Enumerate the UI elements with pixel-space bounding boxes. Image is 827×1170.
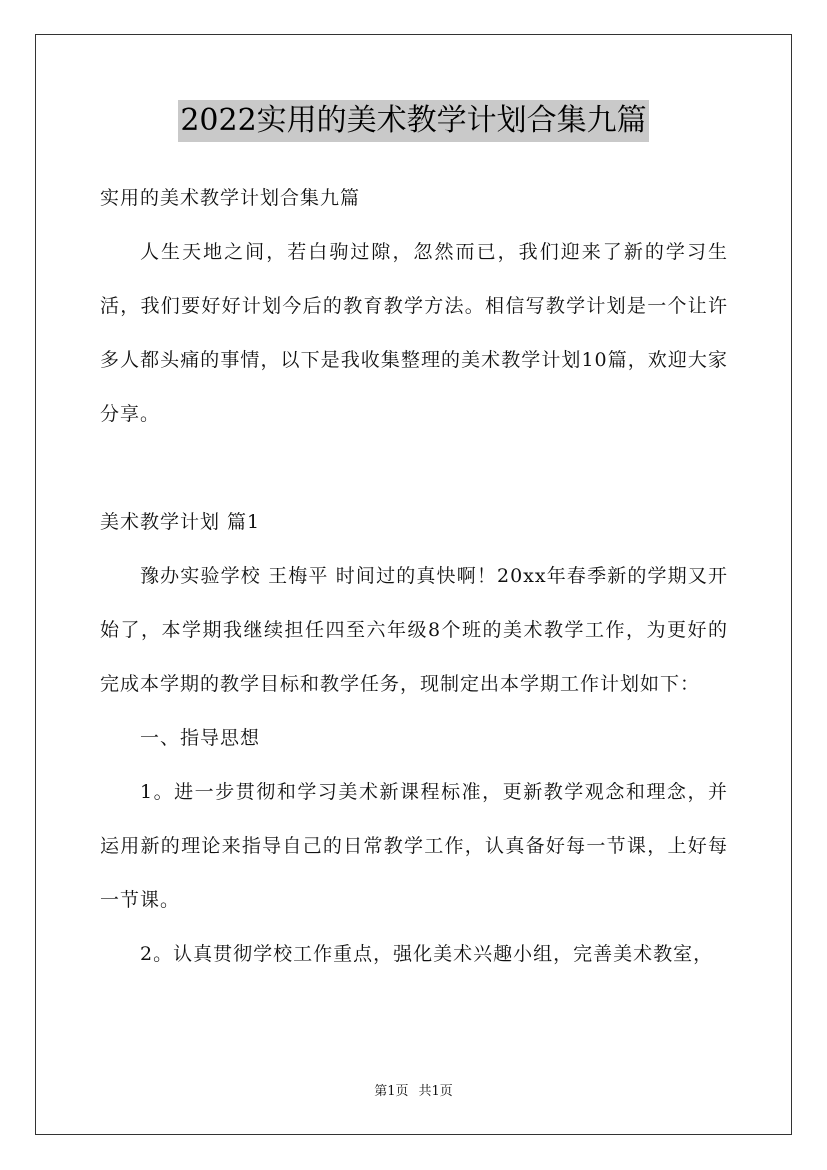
document-body <box>100 171 728 981</box>
document-title: 2022实用的美术教学计划合集九篇 <box>178 100 648 142</box>
guiding-heading: 一、指导思想 <box>140 727 261 749</box>
page-total: 共1页 <box>418 1084 453 1099</box>
section-heading: 美术教学计划 篇1 <box>100 511 261 533</box>
paragraph-spacer <box>100 441 728 495</box>
document-subtitle: 实用的美术教学计划合集九篇 <box>100 187 361 209</box>
title-area <box>0 100 827 142</box>
intro-paragraph: 人生天地之间，若白驹过隙，忽然而已，我们迎来了新的学习生活，我们要好好计划今后的教育教学方法。相信写教学计划是一个让许多人都头痛的事情，以下是我收集整理的美术教学计划10篇，欢迎大家分享。 <box>100 241 728 425</box>
page-number: 第1页 <box>374 1084 409 1099</box>
page-footer <box>0 1080 827 1099</box>
list-item-2: 2。认真贯彻学校工作重点，强化美术兴趣小组，完善美术教室， <box>140 943 714 965</box>
section-intro-paragraph: 豫办实验学校 王梅平 时间过的真快啊！20xx年春季新的学期又开始了，本学期我继续担任四至六年级8个班的美术教学工作，为更好的完成本学期的教学目标和教学任务，现制定出本学期工作计划如下： <box>100 565 728 695</box>
list-item-1: 1。进一步贯彻和学习美术新课程标准，更新教学观念和理念，并运用新的理论来指导自己的日常教学工作，认真备好每一节课，上好每一节课。 <box>100 781 728 911</box>
